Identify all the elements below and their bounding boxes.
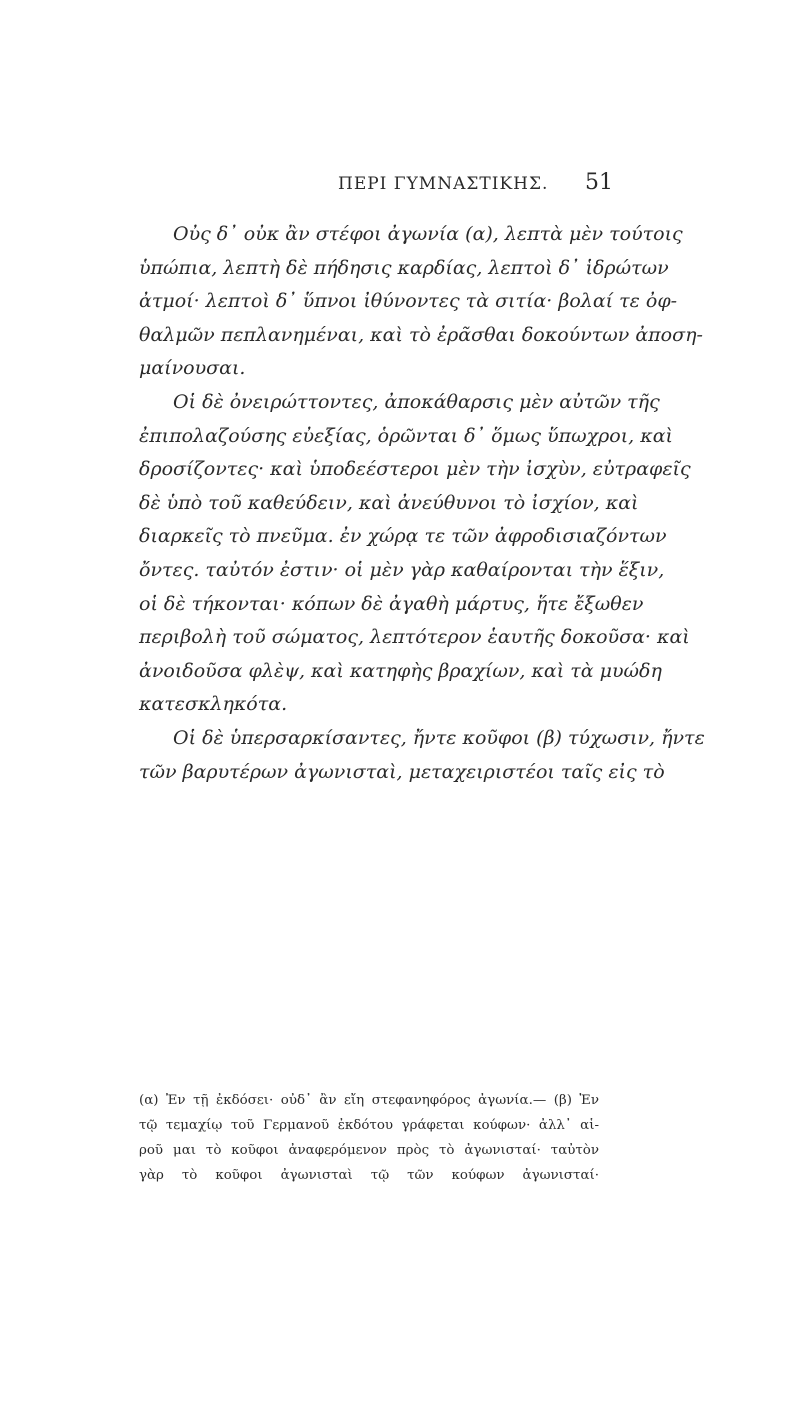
text-line: θαλμῶν πεπλανημέναι, καὶ τὸ ἐρᾶσθαι δοκούντων ἀποση- (139, 323, 703, 346)
text-line: Οἱ δὲ ὀνειρώττοντες, ἀποκάθαρσις μὲν αὐτῶν τῆς (173, 390, 660, 413)
footnote-line: (α) Ἐν τῇ ἐκδόσει· οὐδ᾽ ἂν εἴη στεφανηφόρος ἀγωνία.— (β) Ἐν (139, 1093, 599, 1108)
running-header (0, 170, 800, 204)
text-line: οἱ δὲ τήκονται· κόπων δὲ ἀγαθὴ μάρτυς, ἥτε ἔξωθεν (139, 592, 644, 615)
text-line: δροσίζοντες· καὶ ὑποδεέστεροι μὲν τὴν ἰσχὺν, εὐτραφεῖς (139, 458, 691, 481)
text-line: Οὐς δ᾽ οὐκ ἂν στέφοι ἀγωνία (α), λεπτὰ μὲν τούτοις (173, 223, 683, 245)
text-line: περιβολὴ τοῦ σώματος, λεπτότερον ἑαυτῆς δοκοῦσα· καὶ (139, 626, 690, 649)
text-line: κατεσκληκότα. (139, 693, 288, 716)
text-line: ὑπώπια, λεπτὴ δὲ πήδησις καρδίας, λεπτοὶ δ᾽ ἱδρώτων (139, 256, 669, 279)
text-line: ὄντες. ταὐτόν ἐστιν· οἱ μὲν γὰρ καθαίρονται τὴν ἕξιν, (139, 558, 665, 581)
page-number: 51 (585, 170, 613, 195)
running-title: ΠΕΡΙ ΓΥΜΝΑΣΤΙΚΗΣ. (338, 174, 549, 194)
text-line: δὲ ὑπὸ τοῦ καθεύδειν, καὶ ἀνεύθυνοι τὸ ἰσχίον, καὶ (139, 491, 639, 514)
text-line: τῶν βαρυτέρων ἀγωνισταὶ, μεταχειριστέοι ταῖς εἰς τὸ (139, 760, 665, 783)
footnote-line: τῷ τεμαχίῳ τοῦ Γερμανοῦ ἐκδότου γράφεται κούφων· ἀλλ᾽ αἱ- (139, 1118, 599, 1133)
main-text (139, 218, 705, 789)
footnote-line: γὰρ τὸ κοῦφοι ἀγωνισταὶ τῷ τῶν κούφων ἀγωνισταί· (139, 1168, 599, 1183)
text-line: ἐπιπολαζούσης εὐεξίας, ὁρῶνται δ᾽ ὅμως ὕπωχροι, καὶ (139, 424, 674, 447)
text-line: Οἱ δὲ ὑπερσαρκίσαντες, ἤντε κοῦφοι (β) τύχωσιν, ἤντε (173, 726, 705, 749)
footnotes (139, 1088, 599, 1188)
text-line: μαίνουσαι. (139, 357, 246, 380)
text-line: ἀνοιδοῦσα φλὲψ, καὶ κατηφὴς βραχίων, καὶ τὰ μυώδη (139, 659, 662, 682)
text-line: διαρκεῖς τὸ πνεῦμα. ἐν χώρᾳ τε τῶν ἀφροδισιαζόντων (139, 525, 667, 548)
text-line: ἀτμοί· λεπτοὶ δ᾽ ὕπνοι ἰθύνοντες τὰ σιτία· βολαί τε ὀφ- (139, 290, 678, 313)
footnote-line: ροῦ μαι τὸ κοῦφοι ἀναφερόμενον πρὸς τὸ ἀγωνισταί· ταὐτὸν (139, 1143, 599, 1158)
